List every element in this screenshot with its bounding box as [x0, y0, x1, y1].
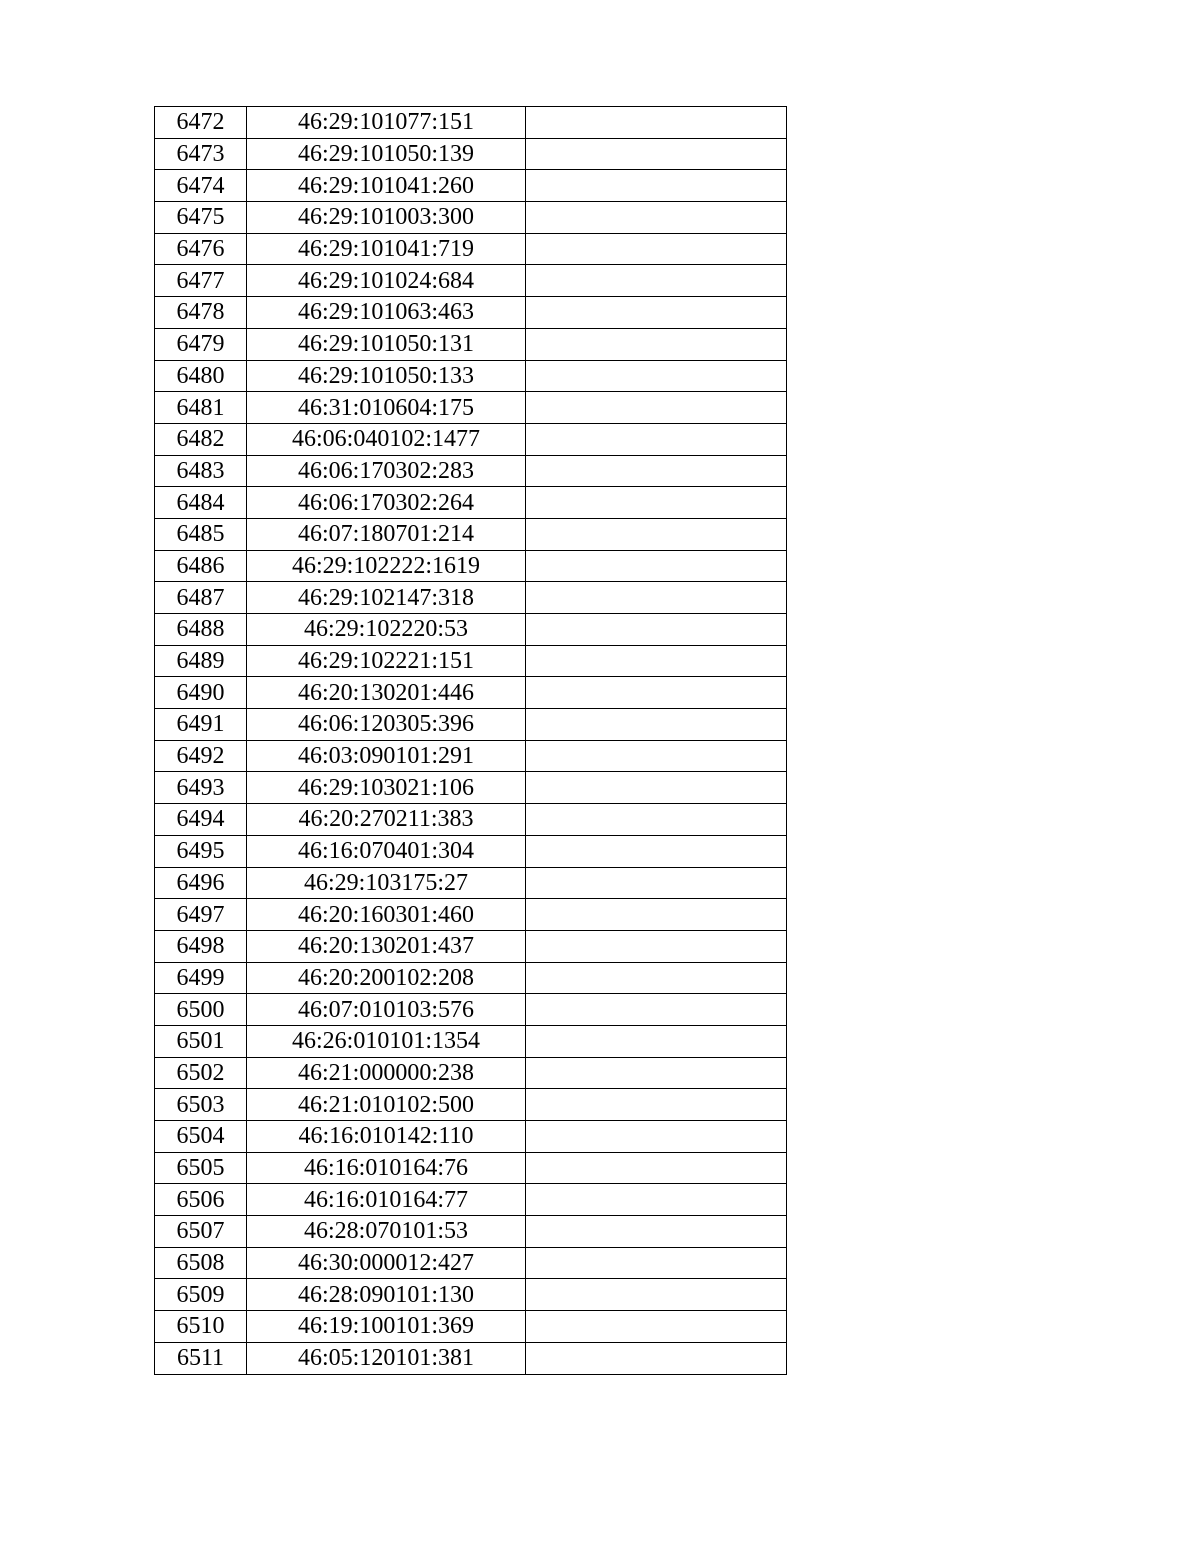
row-number-cell: 6483 [155, 455, 247, 487]
cadastral-number-cell: 46:29:101050:131 [247, 328, 526, 360]
table-row [155, 328, 787, 360]
cadastral-number-cell: 46:29:101050:139 [247, 138, 526, 170]
empty-note-cell [526, 392, 787, 424]
row-number-cell: 6505 [155, 1152, 247, 1184]
empty-note-cell [526, 772, 787, 804]
table-row [155, 518, 787, 550]
cadastral-number-cell: 46:26:010101:1354 [247, 1025, 526, 1057]
row-number-cell: 6477 [155, 265, 247, 297]
table-row [155, 740, 787, 772]
empty-note-cell [526, 1089, 787, 1121]
empty-note-cell [526, 1247, 787, 1279]
table-row [155, 994, 787, 1026]
table-row [155, 899, 787, 931]
empty-note-cell [526, 518, 787, 550]
table-row [155, 297, 787, 329]
table-row [155, 1311, 787, 1343]
cadastral-number-cell: 46:29:102221:151 [247, 645, 526, 677]
cadastral-number-cell: 46:20:130201:437 [247, 930, 526, 962]
row-number-cell: 6496 [155, 867, 247, 899]
cadastral-number-cell: 46:20:270211:383 [247, 804, 526, 836]
row-number-cell: 6478 [155, 297, 247, 329]
table-row [155, 962, 787, 994]
empty-note-cell [526, 1152, 787, 1184]
row-number-cell: 6476 [155, 233, 247, 265]
cadastral-number-cell: 46:06:170302:283 [247, 455, 526, 487]
row-number-cell: 6506 [155, 1184, 247, 1216]
row-number-cell: 6475 [155, 202, 247, 234]
cadastral-number-cell: 46:31:010604:175 [247, 392, 526, 424]
cadastral-number-cell: 46:21:010102:500 [247, 1089, 526, 1121]
cadastral-number-cell: 46:29:103175:27 [247, 867, 526, 899]
table-row [155, 1184, 787, 1216]
empty-note-cell [526, 1216, 787, 1248]
cadastral-number-cell: 46:21:000000:238 [247, 1057, 526, 1089]
table-row [155, 455, 787, 487]
table-row [155, 423, 787, 455]
row-number-cell: 6509 [155, 1279, 247, 1311]
row-number-cell: 6510 [155, 1311, 247, 1343]
row-number-cell: 6490 [155, 677, 247, 709]
row-number-cell: 6473 [155, 138, 247, 170]
empty-note-cell [526, 835, 787, 867]
table-row [155, 614, 787, 646]
table-row [155, 709, 787, 741]
empty-note-cell [526, 170, 787, 202]
table-row [155, 804, 787, 836]
cadastral-number-cell: 46:29:102220:53 [247, 614, 526, 646]
cadastral-number-cell: 46:29:101041:260 [247, 170, 526, 202]
cadastral-number-cell: 46:07:010103:576 [247, 994, 526, 1026]
empty-note-cell [526, 297, 787, 329]
empty-note-cell [526, 740, 787, 772]
cadastral-number-cell: 46:16:010164:76 [247, 1152, 526, 1184]
table-row [155, 360, 787, 392]
table-row [155, 550, 787, 582]
empty-note-cell [526, 1184, 787, 1216]
cadastral-number-cell: 46:28:090101:130 [247, 1279, 526, 1311]
table-row [155, 487, 787, 519]
table-row [155, 1216, 787, 1248]
empty-note-cell [526, 202, 787, 234]
row-number-cell: 6484 [155, 487, 247, 519]
row-number-cell: 6499 [155, 962, 247, 994]
row-number-cell: 6508 [155, 1247, 247, 1279]
row-number-cell: 6503 [155, 1089, 247, 1121]
empty-note-cell [526, 614, 787, 646]
table-row [155, 170, 787, 202]
table-row [155, 1152, 787, 1184]
cadastral-number-table [154, 106, 787, 1375]
row-number-cell: 6474 [155, 170, 247, 202]
cadastral-number-cell: 46:07:180701:214 [247, 518, 526, 550]
empty-note-cell [526, 1025, 787, 1057]
cadastral-number-cell: 46:29:101024:684 [247, 265, 526, 297]
empty-note-cell [526, 455, 787, 487]
row-number-cell: 6511 [155, 1342, 247, 1374]
row-number-cell: 6472 [155, 107, 247, 139]
row-number-cell: 6486 [155, 550, 247, 582]
cadastral-number-cell: 46:29:102222:1619 [247, 550, 526, 582]
cadastral-number-cell: 46:29:101050:133 [247, 360, 526, 392]
table-row [155, 392, 787, 424]
row-number-cell: 6493 [155, 772, 247, 804]
empty-note-cell [526, 328, 787, 360]
row-number-cell: 6481 [155, 392, 247, 424]
cadastral-number-cell: 46:29:101041:719 [247, 233, 526, 265]
empty-note-cell [526, 107, 787, 139]
table-row [155, 930, 787, 962]
empty-note-cell [526, 1057, 787, 1089]
cadastral-number-cell: 46:29:101063:463 [247, 297, 526, 329]
cadastral-number-cell: 46:16:010142:110 [247, 1121, 526, 1153]
empty-note-cell [526, 360, 787, 392]
table-row [155, 1279, 787, 1311]
cadastral-number-cell: 46:19:100101:369 [247, 1311, 526, 1343]
table-row [155, 107, 787, 139]
table-row [155, 265, 787, 297]
empty-note-cell [526, 487, 787, 519]
row-number-cell: 6491 [155, 709, 247, 741]
cadastral-number-cell: 46:20:130201:446 [247, 677, 526, 709]
cadastral-number-cell: 46:30:000012:427 [247, 1247, 526, 1279]
row-number-cell: 6480 [155, 360, 247, 392]
row-number-cell: 6494 [155, 804, 247, 836]
cadastral-number-cell: 46:06:170302:264 [247, 487, 526, 519]
cadastral-number-cell: 46:20:200102:208 [247, 962, 526, 994]
empty-note-cell [526, 550, 787, 582]
cadastral-number-cell: 46:29:101003:300 [247, 202, 526, 234]
empty-note-cell [526, 709, 787, 741]
empty-note-cell [526, 867, 787, 899]
cadastral-number-cell: 46:06:120305:396 [247, 709, 526, 741]
row-number-cell: 6492 [155, 740, 247, 772]
row-number-cell: 6504 [155, 1121, 247, 1153]
empty-note-cell [526, 1121, 787, 1153]
table-row [155, 138, 787, 170]
empty-note-cell [526, 804, 787, 836]
table-row [155, 1057, 787, 1089]
table-row [155, 772, 787, 804]
table-row [155, 1342, 787, 1374]
cadastral-number-cell: 46:28:070101:53 [247, 1216, 526, 1248]
empty-note-cell [526, 265, 787, 297]
cadastral-number-cell: 46:16:070401:304 [247, 835, 526, 867]
row-number-cell: 6495 [155, 835, 247, 867]
table-row [155, 582, 787, 614]
row-number-cell: 6485 [155, 518, 247, 550]
row-number-cell: 6502 [155, 1057, 247, 1089]
cadastral-number-cell: 46:06:040102:1477 [247, 423, 526, 455]
empty-note-cell [526, 677, 787, 709]
table-row [155, 867, 787, 899]
cadastral-number-cell: 46:29:101077:151 [247, 107, 526, 139]
table-row [155, 835, 787, 867]
cadastral-number-cell: 46:03:090101:291 [247, 740, 526, 772]
row-number-cell: 6488 [155, 614, 247, 646]
cadastral-number-cell: 46:29:102147:318 [247, 582, 526, 614]
cadastral-number-cell: 46:16:010164:77 [247, 1184, 526, 1216]
empty-note-cell [526, 962, 787, 994]
cadastral-number-cell: 46:20:160301:460 [247, 899, 526, 931]
table-row [155, 202, 787, 234]
row-number-cell: 6498 [155, 930, 247, 962]
cadastral-number-cell: 46:05:120101:381 [247, 1342, 526, 1374]
row-number-cell: 6482 [155, 423, 247, 455]
empty-note-cell [526, 1342, 787, 1374]
table-row [155, 1121, 787, 1153]
empty-note-cell [526, 582, 787, 614]
empty-note-cell [526, 138, 787, 170]
empty-note-cell [526, 1279, 787, 1311]
table-row [155, 1089, 787, 1121]
row-number-cell: 6507 [155, 1216, 247, 1248]
row-number-cell: 6487 [155, 582, 247, 614]
table-row [155, 645, 787, 677]
empty-note-cell [526, 1311, 787, 1343]
table-row [155, 1247, 787, 1279]
empty-note-cell [526, 899, 787, 931]
empty-note-cell [526, 994, 787, 1026]
table-row [155, 233, 787, 265]
row-number-cell: 6497 [155, 899, 247, 931]
empty-note-cell [526, 423, 787, 455]
table-body [155, 107, 787, 1375]
row-number-cell: 6501 [155, 1025, 247, 1057]
row-number-cell: 6479 [155, 328, 247, 360]
cadastral-number-cell: 46:29:103021:106 [247, 772, 526, 804]
empty-note-cell [526, 930, 787, 962]
empty-note-cell [526, 645, 787, 677]
row-number-cell: 6489 [155, 645, 247, 677]
empty-note-cell [526, 233, 787, 265]
row-number-cell: 6500 [155, 994, 247, 1026]
table-row [155, 1025, 787, 1057]
table-row [155, 677, 787, 709]
